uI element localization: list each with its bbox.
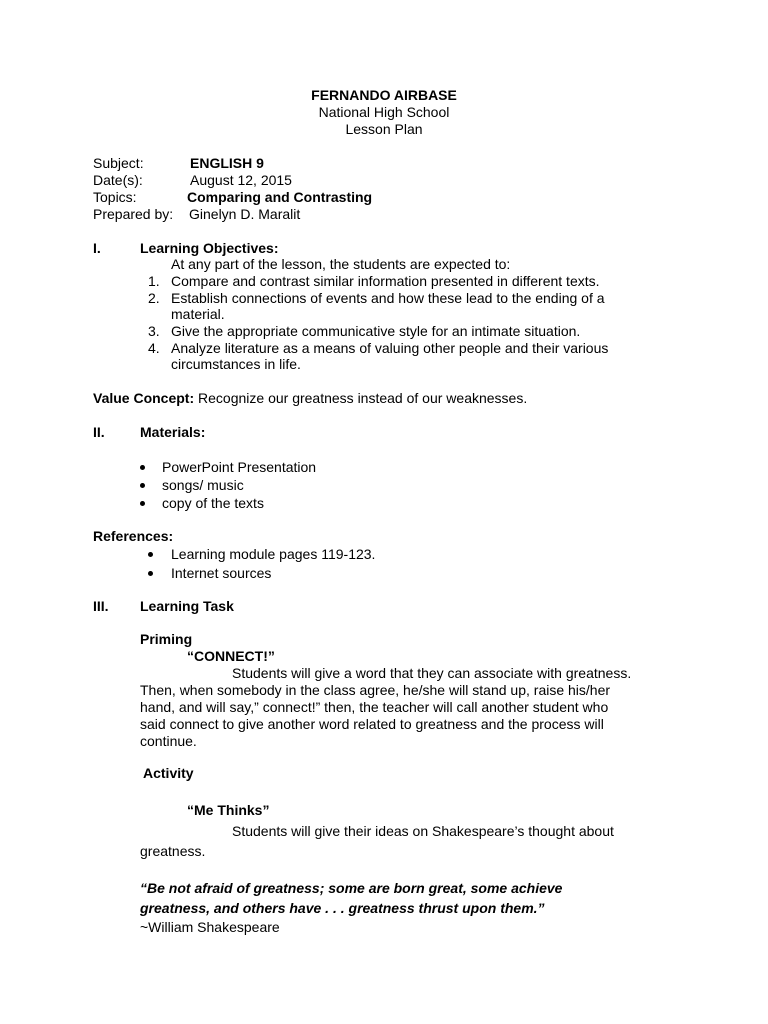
- activity-text-line: Students will give their ideas on Shakespeare’s thought about: [232, 823, 614, 839]
- topics-label: Topics:: [93, 189, 137, 205]
- objective-number: 1.: [148, 273, 160, 289]
- objective-number: 4.: [148, 340, 160, 356]
- quote-author: ~William Shakespeare: [140, 919, 280, 935]
- activity-heading: Activity: [143, 765, 194, 781]
- reference-item: Internet sources: [171, 565, 272, 581]
- objectives-intro: At any part of the lesson, the students are expected to:: [171, 256, 511, 272]
- topics-value: Comparing and Contrasting: [187, 189, 373, 205]
- date-value: August 12, 2015: [190, 172, 292, 188]
- prepared-by-value: Ginelyn D. Maralit: [189, 206, 301, 222]
- objective-text: Analyze literature as a means of valuing other people and their various: [171, 340, 609, 356]
- bullet-icon: [148, 571, 153, 576]
- quote-line: greatness, and others have . . . greatness thrust upon them.”: [140, 900, 545, 916]
- objective-text-continued: circumstances in life.: [171, 356, 301, 372]
- priming-text-line: Then, when somebody in the class agree, he/she will stand up, raise his/her: [140, 682, 611, 698]
- bullet-icon: [140, 501, 145, 506]
- priming-text-line: said connect to give another word related to greatness and the process will: [140, 716, 604, 732]
- bullet-icon: [140, 465, 145, 470]
- objective-text: Establish connections of events and how these lead to the ending of a: [171, 290, 605, 306]
- prepared-by-label: Prepared by:: [93, 206, 174, 222]
- priming-heading: Priming: [140, 631, 193, 647]
- reference-item: Learning module pages 119-123.: [171, 546, 376, 562]
- section-numeral-iii: III.: [93, 598, 109, 614]
- objective-number: 3.: [148, 323, 160, 339]
- references-heading: References:: [93, 528, 174, 544]
- value-concept: [93, 390, 527, 407]
- school-name: FERNANDO AIRBASE: [311, 87, 457, 103]
- priming-text-line: hand, and will say,” connect!” then, the teacher will call another student who: [140, 699, 609, 715]
- objective-text: Compare and contrast similar information presented in different texts.: [171, 273, 600, 289]
- document-type: Lesson Plan: [345, 121, 423, 137]
- subject-label: Subject:: [93, 155, 144, 171]
- subject-value: ENGLISH 9: [190, 155, 264, 171]
- material-item: PowerPoint Presentation: [162, 459, 317, 475]
- priming-title: “CONNECT!”: [187, 648, 275, 664]
- objective-text-continued: material.: [171, 306, 225, 322]
- materials-heading: Materials:: [140, 424, 206, 440]
- bullet-icon: [140, 483, 145, 488]
- value-concept-text: Recognize our greatness instead of our weaknesses.: [198, 390, 528, 406]
- objectives-heading: Learning Objectives:: [140, 240, 279, 256]
- section-numeral-ii: II.: [93, 424, 105, 440]
- priming-text-line: continue.: [140, 733, 197, 749]
- objective-number: 2.: [148, 290, 160, 306]
- material-item: songs/ music: [162, 477, 244, 493]
- date-label: Date(s):: [93, 172, 143, 188]
- material-item: copy of the texts: [162, 495, 264, 511]
- activity-text-line: greatness.: [140, 843, 206, 859]
- bullet-icon: [148, 552, 153, 557]
- priming-text-line: Students will give a word that they can associate with greatness.: [232, 665, 632, 681]
- learning-task-heading: Learning Task: [140, 598, 234, 614]
- school-type: National High School: [318, 104, 450, 120]
- objective-text: Give the appropriate communicative style for an intimate situation.: [171, 323, 581, 339]
- value-concept-label: Value Concept:: [93, 390, 195, 406]
- quote-line: “Be not afraid of greatness; some are born great, some achieve: [140, 880, 563, 896]
- activity-title: “Me Thinks”: [187, 802, 270, 818]
- section-numeral-i: I.: [93, 240, 101, 256]
